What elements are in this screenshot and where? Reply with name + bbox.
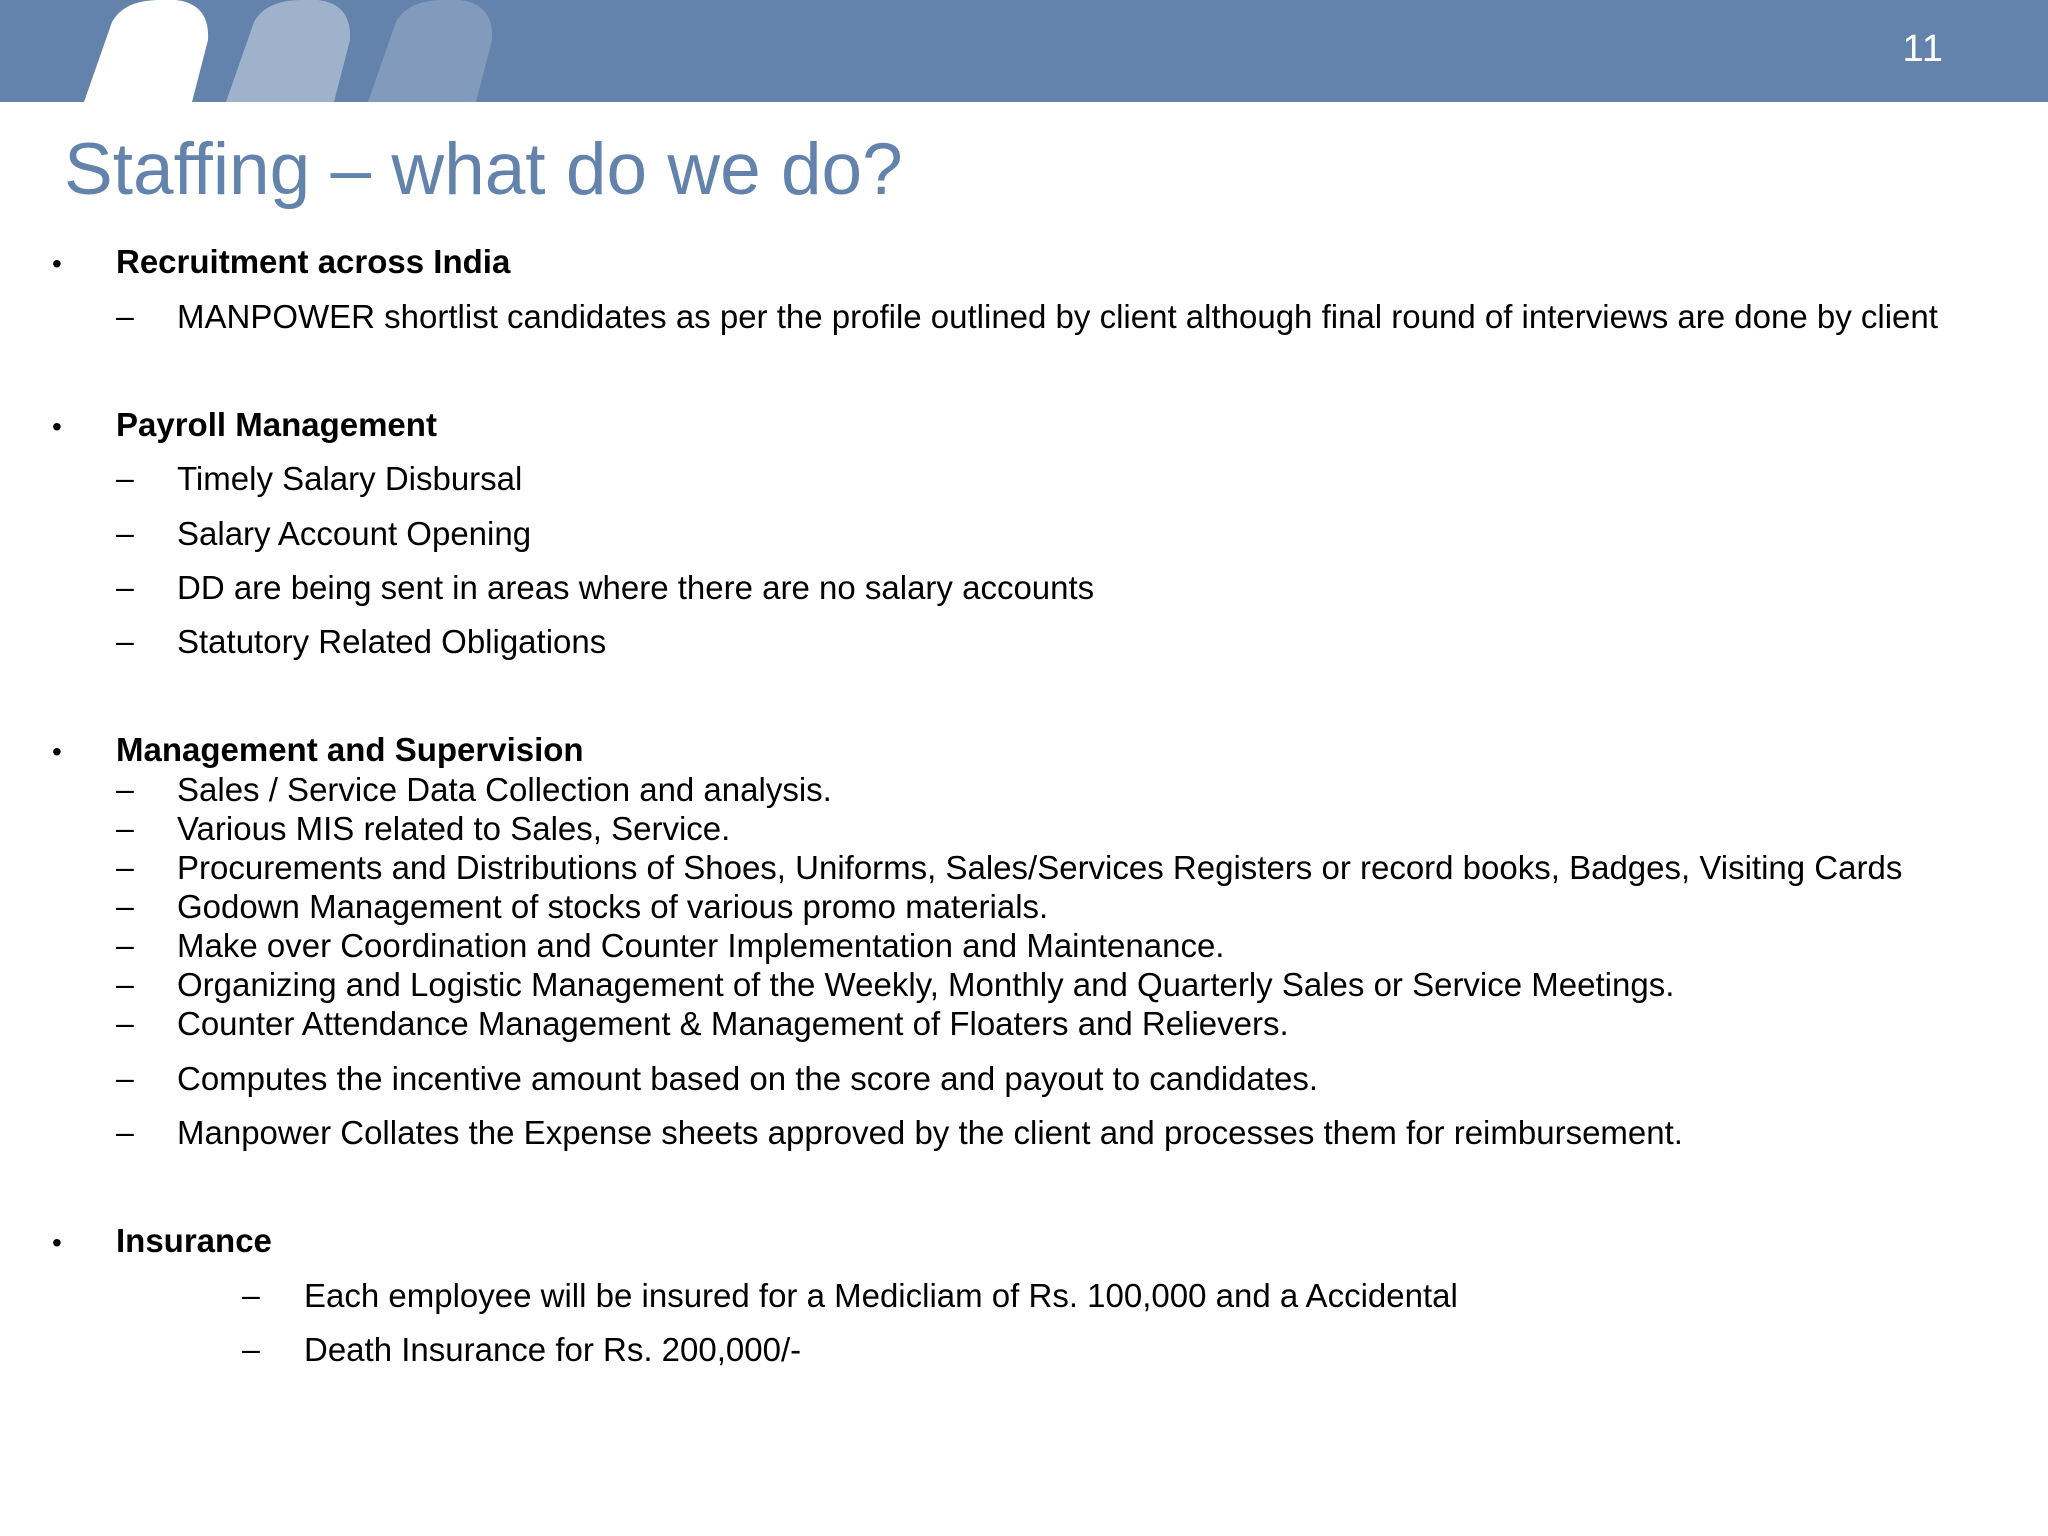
list-item: Salary Account Opening — [177, 515, 532, 552]
list-item: Timely Salary Disbursal — [177, 460, 523, 497]
list-item: Computes the incentive amount based on the score and payout to candidates. — [177, 1060, 1319, 1097]
bullet-icon: • — [52, 736, 62, 767]
dash-icon: – — [116, 1060, 134, 1096]
dash-icon: – — [116, 569, 134, 605]
dash-icon: – — [242, 1331, 260, 1367]
dash-icon: – — [116, 966, 134, 1002]
dash-icon: – — [116, 298, 134, 334]
dash-icon: – — [116, 623, 134, 659]
dash-icon: – — [116, 810, 134, 846]
section-heading: Payroll Management — [116, 406, 437, 443]
list-item: Death Insurance for Rs. 200,000/- — [304, 1331, 802, 1368]
dash-icon: – — [116, 460, 134, 496]
list-item: Statutory Related Obligations — [177, 623, 607, 660]
dash-icon: – — [116, 927, 134, 963]
list-item: DD are being sent in areas where there are no salary accounts — [177, 569, 1095, 606]
bullet-icon: • — [52, 1227, 62, 1258]
list-item: Sales / Service Data Collection and analysis. — [177, 771, 832, 808]
dash-icon: – — [116, 515, 134, 551]
list-item: Procurements and Distributions of Shoes, Uniforms, Sales/Services Registers or record books, Badges, Visiting Cards — [177, 849, 1903, 886]
dash-icon: – — [116, 888, 134, 924]
list-item: Manpower Collates the Expense sheets approved by the client and processes them for reimbursement. — [177, 1114, 1683, 1151]
list-item: Various MIS related to Sales, Service. — [177, 810, 731, 847]
section-heading: Management and Supervision — [116, 731, 584, 768]
list-item: Godown Management of stocks of various promo materials. — [177, 888, 1049, 925]
dash-icon: – — [116, 1114, 134, 1150]
dash-icon: – — [116, 1005, 134, 1041]
dash-icon: – — [116, 771, 134, 807]
section-heading: Recruitment across India — [116, 243, 511, 280]
dash-icon: – — [116, 849, 134, 885]
list-item: Each employee will be insured for a Medicliam of Rs. 100,000 and a Accidental — [304, 1277, 1458, 1314]
bullet-icon: • — [52, 411, 62, 442]
list-item: MANPOWER shortlist candidates as per the profile outlined by client although final round of interviews are done by client — [177, 298, 1938, 335]
list-item: Organizing and Logistic Management of the Weekly, Monthly and Quarterly Sales or Service Meetings. — [177, 966, 1675, 1003]
slide-number: 11 — [1902, 28, 1944, 70]
slide-title: Staffing – what do we do? — [64, 129, 903, 210]
list-item: Make over Coordination and Counter Implementation and Maintenance. — [177, 927, 1225, 964]
section-heading: Insurance — [116, 1222, 272, 1259]
bullet-icon: • — [52, 248, 62, 279]
dash-icon: – — [242, 1277, 260, 1313]
list-item: Counter Attendance Management & Management of Floaters and Relievers. — [177, 1005, 1289, 1042]
